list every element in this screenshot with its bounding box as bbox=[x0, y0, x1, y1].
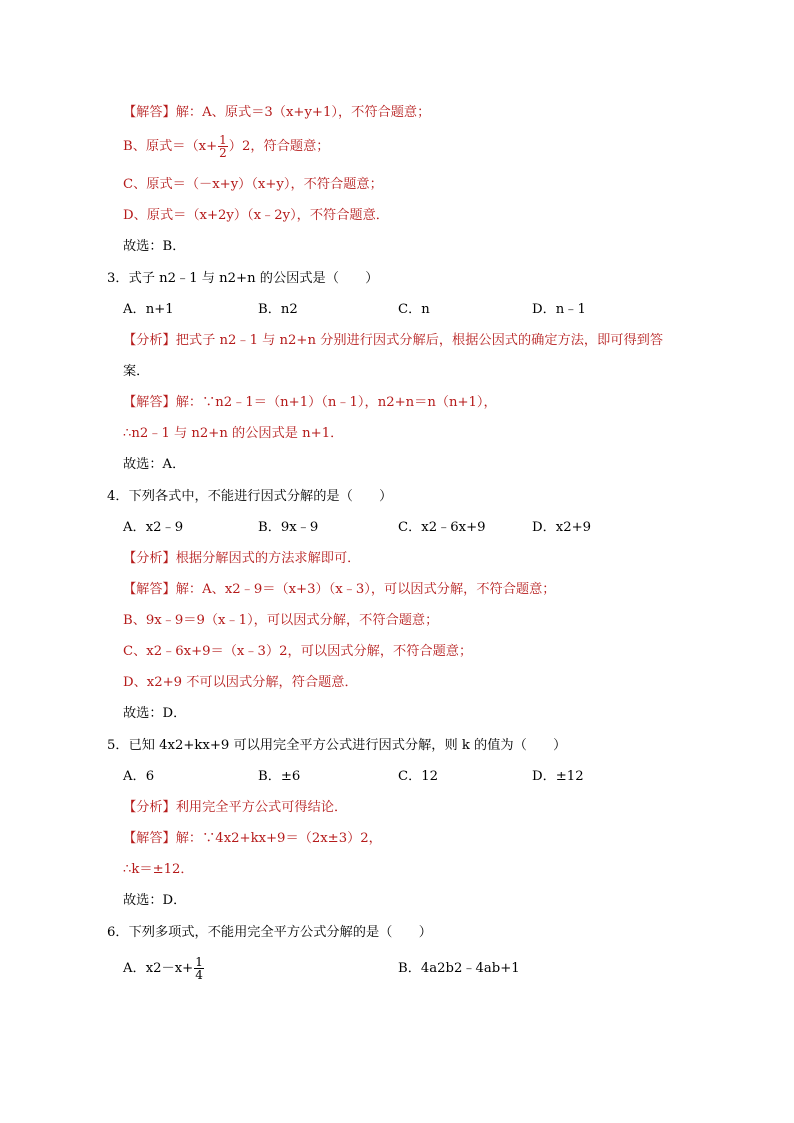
q3-option-b: B．n2 bbox=[258, 302, 298, 317]
q6-option-a-fraction bbox=[194, 956, 204, 981]
q3-choice: 故选：A． bbox=[123, 457, 186, 472]
q3-option-c: C．n bbox=[398, 302, 430, 317]
q5-analysis: 【分析】利用完全平方公式可得结论． bbox=[123, 800, 348, 815]
q4-answer-line1: 【解答】解：A、x2﹣9＝（x+3）（x﹣3），可以因式分解，不符合题意； bbox=[123, 582, 556, 597]
q3-answer-line1: 【解答】解：∵n2﹣1＝（n+1）（n﹣1），n2+n＝n（n+1）， bbox=[123, 395, 497, 410]
q3-option-d: D．n﹣1 bbox=[532, 302, 586, 317]
q2-b-prefix: B、原式＝（x+ bbox=[123, 139, 218, 154]
q3-option-a: A．n+1 bbox=[123, 302, 174, 317]
q2-option-c-line: C、原式＝（－x+y）（x+y），不符合题意； bbox=[123, 177, 383, 192]
q6-option-a-prefix: A．x2－x+ bbox=[123, 961, 194, 976]
q3-analysis-line2: 案． bbox=[123, 364, 150, 379]
q6-option-a-frac-den: 4 bbox=[195, 968, 203, 982]
q2-option-d-line: D、原式＝（x+2y）（x﹣2y），不符合题意． bbox=[123, 208, 389, 223]
q6-option-a bbox=[123, 956, 205, 981]
q2-answer-line: 【解答】解：A、原式＝3（x+y+1），不符合题意； bbox=[123, 105, 431, 120]
q2-b-frac-num: 1 bbox=[219, 133, 227, 147]
q6-option-a-frac-num: 1 bbox=[195, 955, 203, 969]
q5-option-d: D．±12 bbox=[532, 769, 584, 784]
q2-b-fraction bbox=[218, 134, 228, 159]
q4-answer-line4: D、x2+9 不可以因式分解，符合题意． bbox=[123, 675, 358, 690]
q5-answer-line2: ∴k＝±12． bbox=[123, 862, 194, 877]
q4-option-d: D．x2+9 bbox=[532, 520, 592, 535]
q4-stem: 4．下列各式中，不能进行因式分解的是（ ） bbox=[107, 489, 393, 504]
q6-stem: 6．下列多项式，不能用完全平方公式分解的是（ ） bbox=[107, 925, 432, 940]
q2-b-suffix: ）2，符合题意； bbox=[228, 139, 330, 154]
q4-option-b: B．9x﹣9 bbox=[258, 520, 319, 535]
q5-stem: 5．已知 4x2+kx+9 可以用完全平方公式进行因式分解，则 k 的值为（ ） bbox=[107, 738, 567, 753]
q5-option-a: A．6 bbox=[123, 769, 155, 784]
q4-answer-line2: B、9x﹣9＝9（x﹣1），可以因式分解，不符合题意； bbox=[123, 613, 439, 628]
q4-choice: 故选：D． bbox=[123, 706, 187, 721]
q5-answer-line1: 【解答】解：∵4x2+kx+9＝（2x±3）2， bbox=[123, 831, 382, 846]
q6-option-b: B．4a2b2﹣4ab+1 bbox=[398, 961, 520, 976]
q2-choice: 故选：B． bbox=[123, 239, 186, 254]
q3-analysis-line1: 【分析】把式子 n2﹣1 与 n2+n 分别进行因式分解后，根据公因式的确定方法，即可得到答 bbox=[123, 333, 664, 348]
q5-option-c: C．12 bbox=[398, 769, 439, 784]
q4-option-a: A．x2﹣9 bbox=[123, 520, 184, 535]
q4-answer-line3: C、x2﹣6x+9＝（x﹣3）2，可以因式分解，不符合题意； bbox=[123, 644, 473, 659]
q3-answer-line2: ∴n2﹣1 与 n2+n 的公因式是 n+1． bbox=[123, 426, 344, 441]
q3-stem: 3．式子 n2﹣1 与 n2+n 的公因式是（ ） bbox=[107, 271, 379, 286]
q2-b-frac-den: 2 bbox=[219, 146, 227, 160]
q2-option-b-line bbox=[123, 134, 329, 159]
q4-analysis: 【分析】根据分解因式的方法求解即可． bbox=[123, 551, 361, 566]
q4-option-c: C．x2﹣6x+9 bbox=[398, 520, 486, 535]
q5-choice: 故选：D． bbox=[123, 893, 187, 908]
q5-option-b: B．±6 bbox=[258, 769, 301, 784]
